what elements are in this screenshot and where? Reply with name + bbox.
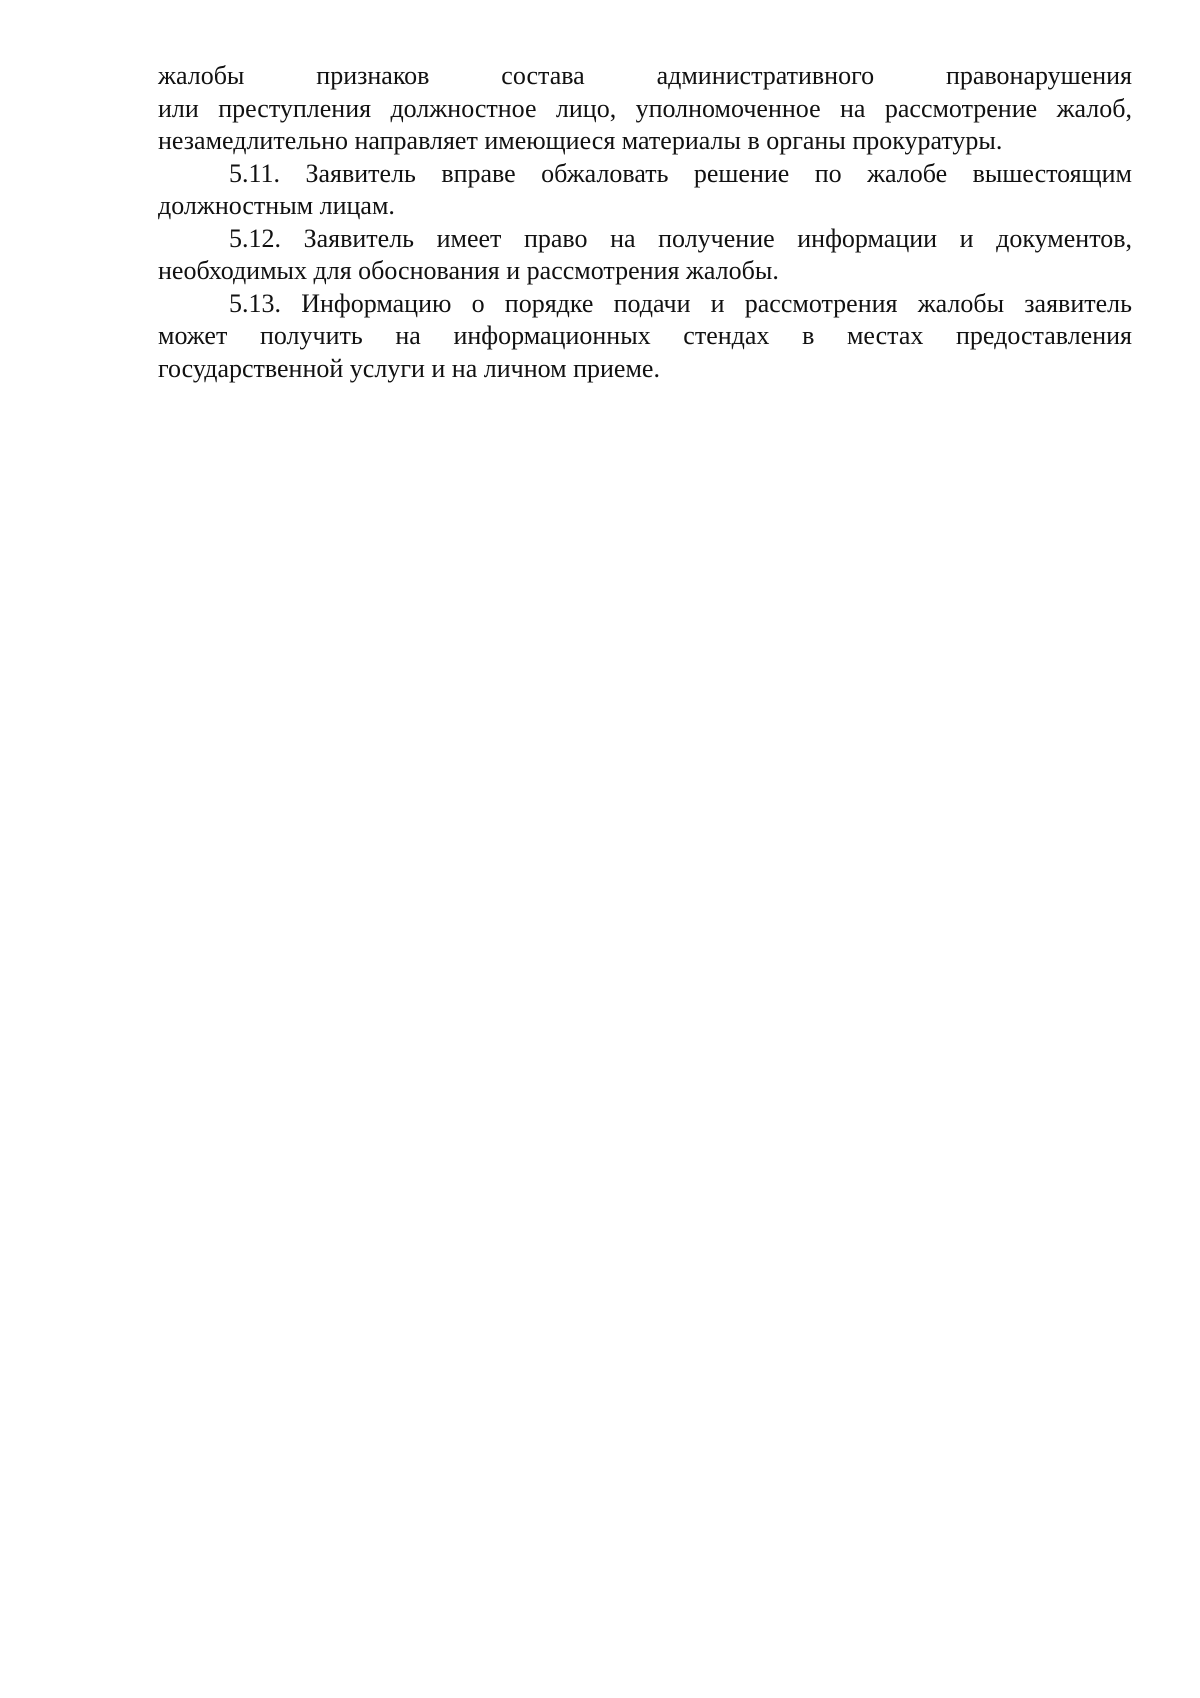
document-body [158,60,1132,385]
text-line: жалобы признаков состава административного правонарушения [158,61,1132,90]
paragraph-5-12 [158,223,1132,288]
text-line: может получить на информационных стендах в местах предоставления [158,321,1132,350]
text-line: 5.12. Заявитель имеет право на получение информации и документов, [229,223,1132,253]
text-line: незамедлительно направляет имеющиеся материалы в органы прокуратуры. [158,126,1003,155]
text-line: или преступления должностное лицо, уполномоченное на рассмотрение жалоб, [158,93,1132,123]
text-line: должностным лицам. [158,191,395,220]
text-line: государственной услуги и на личном приеме. [158,353,660,383]
paragraph-5-11 [158,158,1132,223]
paragraph-continuation [158,60,1132,158]
paragraph-5-13 [158,288,1132,386]
text-line: 5.13. Информацию о порядке подачи и рассмотрения жалобы заявитель [229,288,1132,318]
text-line: 5.11. Заявитель вправе обжаловать решение по жалобе вышестоящим [229,158,1132,188]
text-line: необходимых для обоснования и рассмотрения жалобы. [158,256,779,285]
